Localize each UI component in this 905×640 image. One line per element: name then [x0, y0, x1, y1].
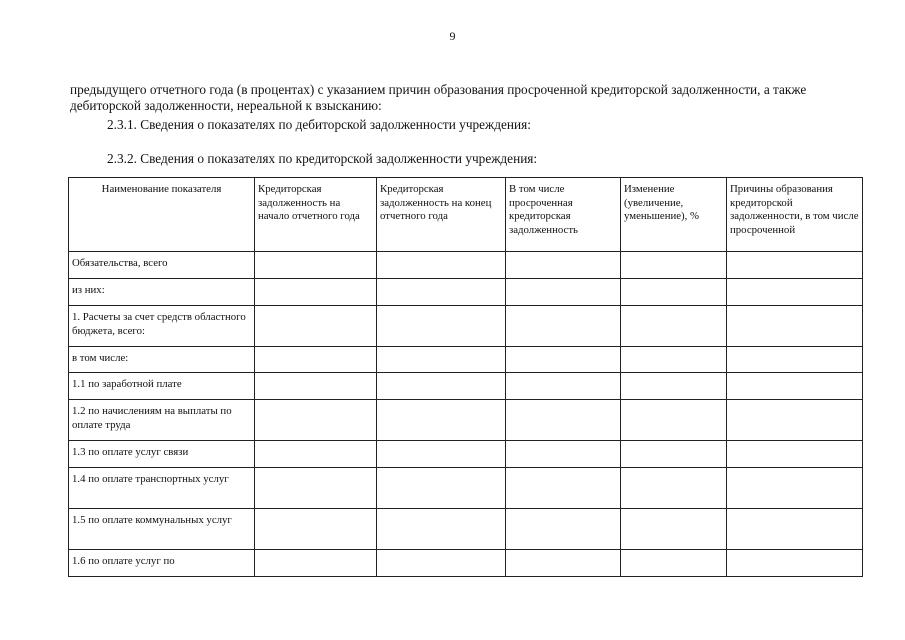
table-row	[69, 347, 863, 373]
table-cell	[727, 550, 863, 577]
table-cell	[506, 550, 621, 577]
row-label: 1.6 по оплате услуг по	[69, 550, 255, 577]
table-cell	[727, 400, 863, 441]
table-cell	[506, 400, 621, 441]
creditor-debt-table	[68, 177, 863, 577]
table-row	[69, 279, 863, 306]
table-row	[69, 441, 863, 468]
header-indicator-name: Наименование показателя	[69, 178, 255, 252]
table-cell	[255, 400, 377, 441]
table-cell	[621, 400, 727, 441]
table-cell	[255, 347, 377, 373]
table-cell	[621, 550, 727, 577]
table-cell	[506, 347, 621, 373]
table-cell	[377, 252, 506, 279]
table-cell	[255, 550, 377, 577]
table-cell	[621, 509, 727, 550]
table-cell	[377, 550, 506, 577]
section-heading-2-3-1: 2.3.1. Сведения о показателях по дебиторской задолженности учреждения:	[107, 117, 531, 132]
row-label: из них:	[69, 279, 255, 306]
table-cell	[727, 347, 863, 373]
header-change-percent: Изменение (увеличение, уменьшение), %	[621, 178, 727, 252]
table-cell	[621, 347, 727, 373]
row-label: 1.3 по оплате услуг связи	[69, 441, 255, 468]
header-overdue-debt: В том числе просроченная кредиторская задолженность	[506, 178, 621, 252]
table-cell	[377, 347, 506, 373]
table-cell	[255, 468, 377, 509]
row-label: 1.4 по оплате транспортных услуг	[69, 468, 255, 509]
table-cell	[255, 252, 377, 279]
row-label: Обязательства, всего	[69, 252, 255, 279]
table-cell	[621, 306, 727, 347]
table-row	[69, 550, 863, 577]
page-number: 9	[449, 29, 456, 43]
header-debt-end-of-year: Кредиторская задолженность на конец отчетного года	[377, 178, 506, 252]
table-cell	[621, 468, 727, 509]
header-reasons: Причины образования кредиторской задолженности, в том числе просроченной	[727, 178, 863, 252]
table-cell	[506, 252, 621, 279]
row-label: 1. Расчеты за счет средств областного бюджета, всего:	[69, 306, 255, 347]
table-cell	[377, 373, 506, 400]
table-cell	[255, 306, 377, 347]
table-cell	[377, 306, 506, 347]
table-cell	[621, 441, 727, 468]
table-cell	[506, 468, 621, 509]
header-debt-start-of-year: Кредиторская задолженность на начало отчетного года	[255, 178, 377, 252]
row-label: 1.2 по начислениям на выплаты по оплате труда	[69, 400, 255, 441]
table-cell	[377, 509, 506, 550]
table-row	[69, 373, 863, 400]
table-cell	[506, 373, 621, 400]
table-cell	[621, 373, 727, 400]
row-label: 1.1 по заработной плате	[69, 373, 255, 400]
table-cell	[377, 400, 506, 441]
row-label: 1.5 по оплате коммунальных услуг	[69, 509, 255, 550]
table-cell	[506, 306, 621, 347]
table-cell	[621, 279, 727, 306]
table-cell	[727, 468, 863, 509]
table-cell	[506, 509, 621, 550]
intro-paragraph: предыдущего отчетного года (в процентах) с указанием причин образования просроченной кредиторской задолженности, а также дебиторской задолженности, нереальной к взысканию:	[70, 82, 807, 113]
table-cell	[727, 509, 863, 550]
table-cell	[377, 279, 506, 306]
table-row	[69, 252, 863, 279]
table-cell	[506, 441, 621, 468]
table-cell	[727, 373, 863, 400]
table-cell	[727, 279, 863, 306]
table-row	[69, 306, 863, 347]
table-cell	[506, 279, 621, 306]
table-cell	[377, 441, 506, 468]
row-label: в том числе:	[69, 347, 255, 373]
section-heading-2-3-2: 2.3.2. Сведения о показателях по кредиторской задолженности учреждения:	[107, 151, 538, 166]
table-row	[69, 400, 863, 441]
table-cell	[621, 252, 727, 279]
table-cell	[727, 252, 863, 279]
table-cell	[727, 306, 863, 347]
table-cell	[727, 441, 863, 468]
table-cell	[255, 441, 377, 468]
table-cell	[255, 279, 377, 306]
table-row	[69, 509, 863, 550]
table-cell	[255, 373, 377, 400]
table-row	[69, 468, 863, 509]
table-header-row	[69, 178, 863, 252]
table-cell	[377, 468, 506, 509]
table-cell	[255, 509, 377, 550]
